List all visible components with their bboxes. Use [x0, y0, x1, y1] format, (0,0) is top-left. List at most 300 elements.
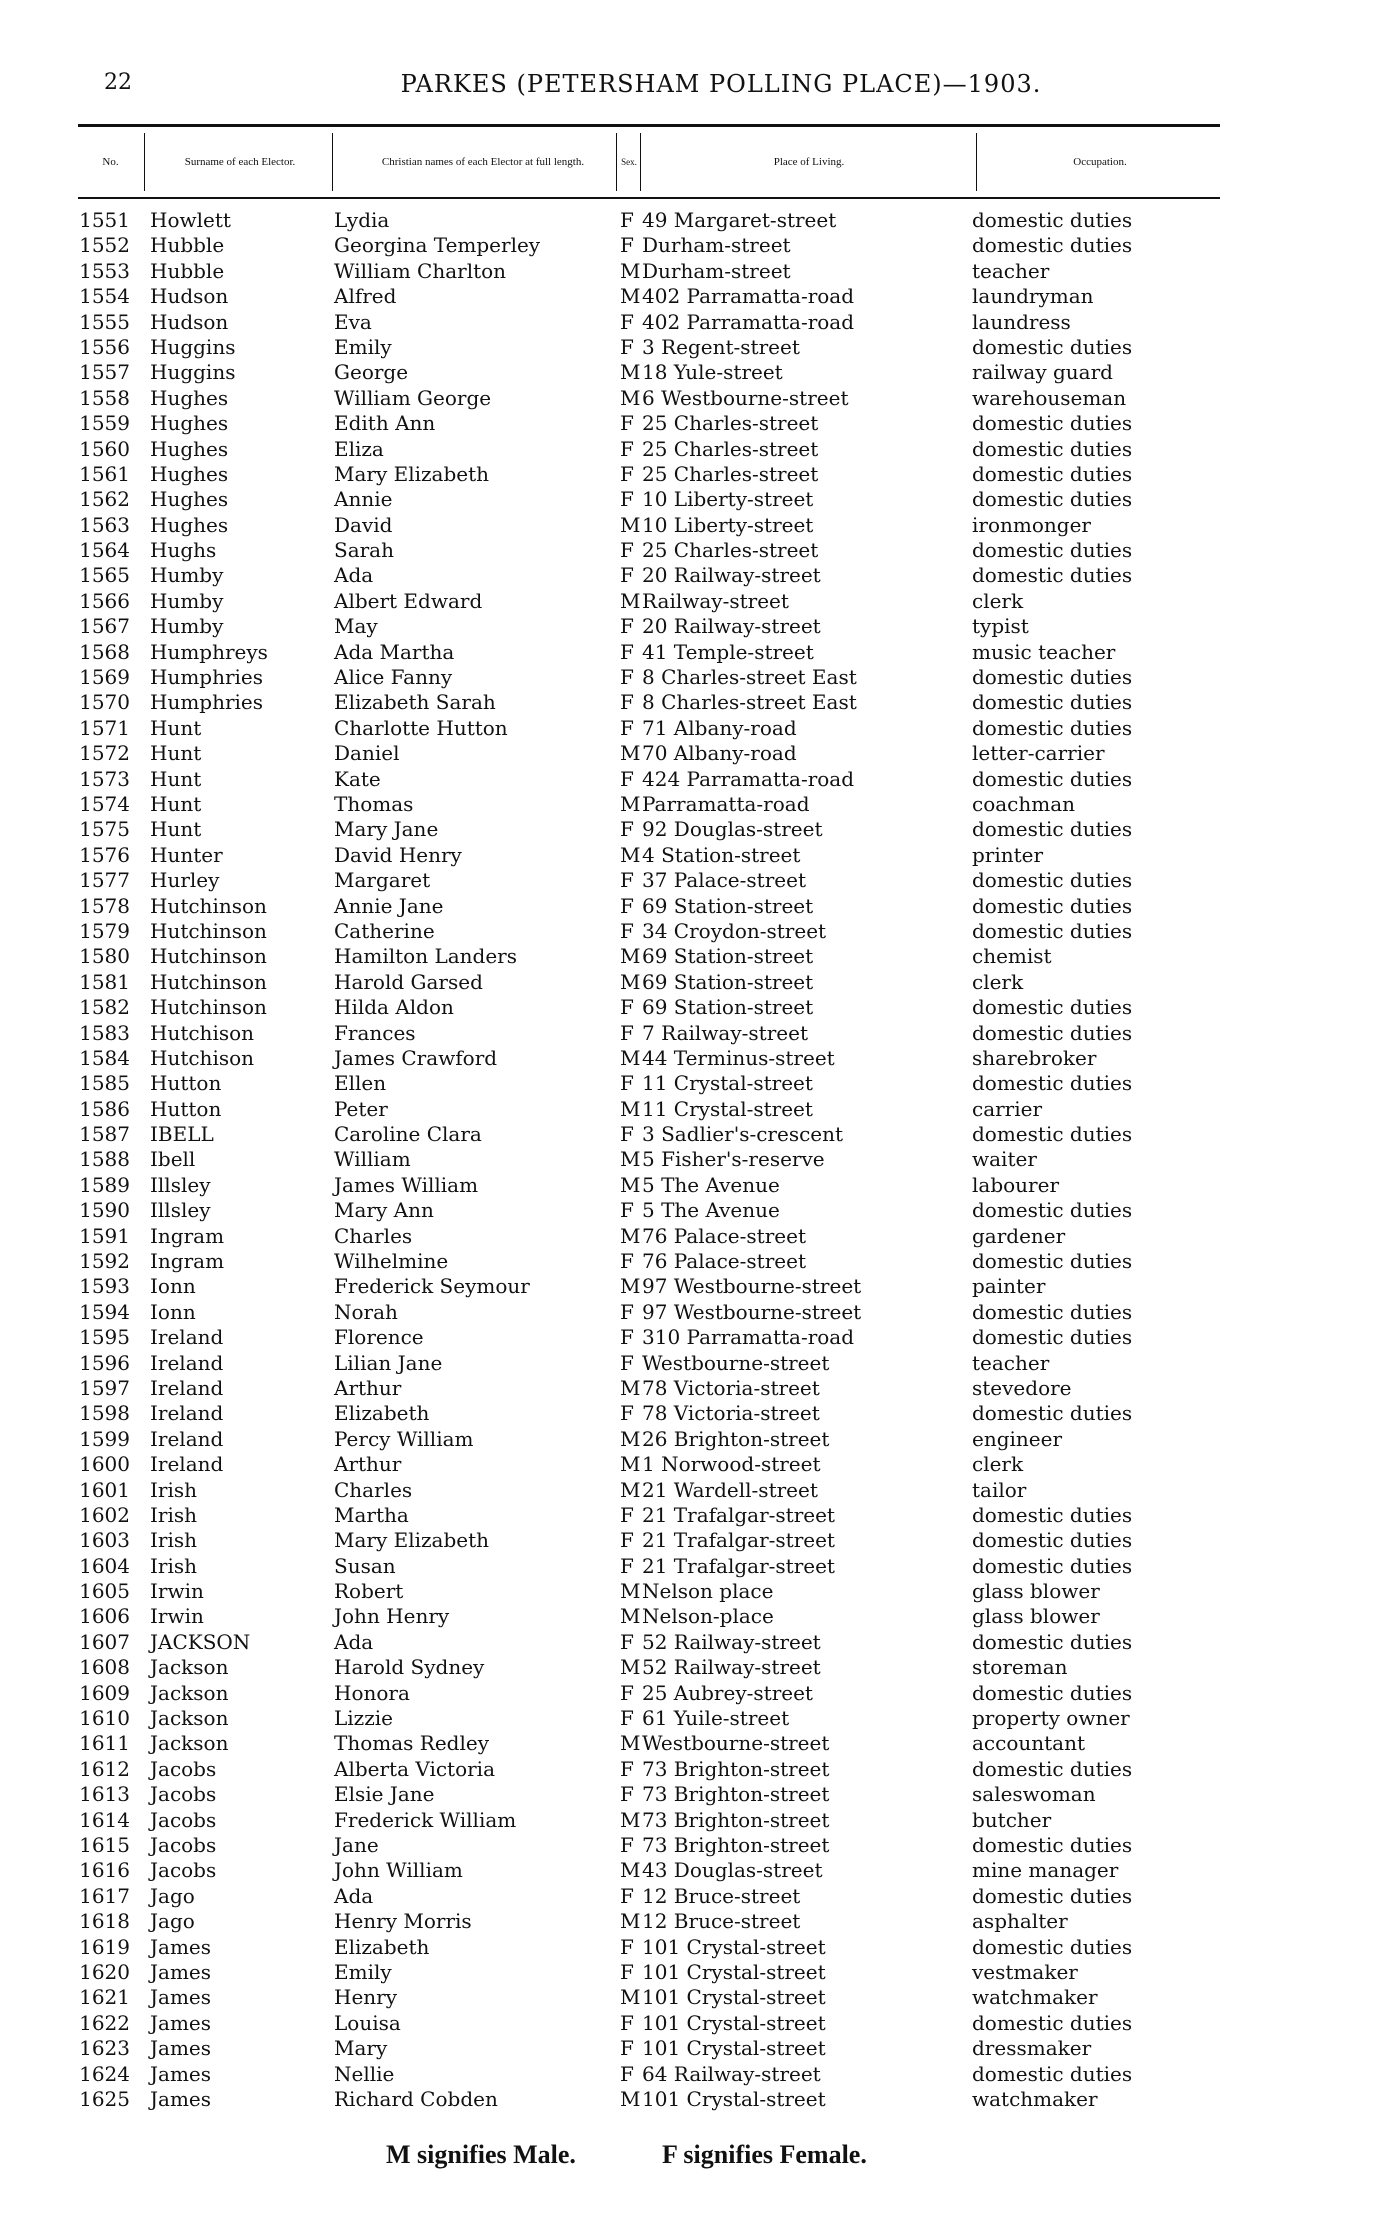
elector-surname: IBELL: [150, 1122, 214, 1147]
elector-christian-names: James William: [334, 1172, 479, 1197]
elector-occupation: printer: [972, 842, 1044, 867]
elector-number: 1622: [79, 2010, 130, 2035]
elector-occupation: waiter: [972, 1147, 1037, 1172]
elector-surname: Hubble: [150, 233, 225, 258]
elector-number: 1615: [79, 1833, 130, 1857]
elector-number: 1616: [79, 1858, 130, 1883]
elector-number: 1618: [79, 1909, 130, 1934]
elector-number: 1586: [79, 1096, 130, 1121]
elector-christian-names: Thomas: [334, 791, 414, 816]
elector-occupation: domestic duties: [972, 233, 1133, 258]
elector-place-of-living: 43 Douglas-street: [642, 1858, 823, 1883]
elector-sex: F: [620, 1122, 634, 1147]
header-divider: [332, 133, 333, 191]
elector-christian-names: David: [334, 512, 393, 537]
elector-place-of-living: Parramatta-road: [642, 791, 810, 816]
elector-row: [70, 386, 1270, 411]
elector-place-of-living: 92 Douglas-street: [642, 817, 823, 842]
elector-surname: Hunt: [150, 791, 202, 816]
elector-occupation: domestic duties: [972, 893, 1133, 918]
elector-surname: Huggins: [150, 360, 236, 385]
elector-sex: F: [620, 1756, 634, 1781]
elector-number: 1610: [79, 1706, 130, 1731]
elector-surname: Hudson: [150, 309, 229, 334]
elector-place-of-living: 69 Station-street: [642, 995, 814, 1020]
elector-place-of-living: 101 Crystal-street: [642, 1959, 826, 1984]
elector-sex: F: [620, 2010, 634, 2035]
elector-christian-names: Annie: [334, 487, 393, 512]
elector-christian-names: Margaret: [334, 868, 431, 893]
elector-number: 1560: [79, 436, 130, 461]
page-title: PARKES (PETERSHAM POLLING PLACE)—1903.: [400, 70, 1042, 98]
elector-surname: Jacobs: [150, 1807, 217, 1832]
elector-christian-names: William Charlton: [334, 258, 507, 283]
elector-number: 1552: [79, 233, 130, 258]
elector-surname: James: [150, 1985, 212, 2010]
elector-surname: Ireland: [150, 1350, 224, 1375]
elector-occupation: domestic duties: [972, 1401, 1133, 1426]
elector-christian-names: May: [334, 614, 378, 639]
elector-place-of-living: Durham-street: [642, 233, 791, 258]
elector-occupation: domestic duties: [972, 1020, 1133, 1045]
elector-occupation: chemist: [972, 944, 1052, 969]
elector-row: [70, 462, 1270, 487]
elector-surname: Jacobs: [150, 1756, 217, 1781]
elector-sex: M: [620, 360, 641, 385]
table-header: [78, 124, 1220, 199]
elector-christian-names: Daniel: [334, 741, 400, 766]
elector-number: 1623: [79, 2036, 130, 2061]
elector-place-of-living: 25 Charles-street: [642, 411, 819, 436]
elector-sex: F: [620, 1629, 634, 1654]
elector-number: 1556: [79, 334, 130, 359]
elector-sex: M: [620, 1858, 641, 1883]
elector-surname: Hutchison: [150, 1045, 255, 1070]
elector-sex: M: [620, 1045, 641, 1070]
elector-row: [70, 1808, 1270, 1833]
elector-christian-names: Catherine: [334, 918, 435, 943]
elector-surname: JACKSON: [150, 1629, 251, 1654]
elector-row: [70, 1351, 1270, 1376]
elector-place-of-living: 25 Charles-street: [642, 461, 819, 486]
elector-row: [70, 1554, 1270, 1579]
elector-surname: Huggins: [150, 334, 236, 359]
elector-number: 1566: [79, 588, 130, 613]
elector-christian-names: Mary Elizabeth: [334, 461, 490, 486]
elector-occupation: domestic duties: [972, 1249, 1133, 1274]
elector-place-of-living: 5 Fisher's-reserve: [642, 1147, 825, 1172]
elector-number: 1555: [79, 309, 130, 334]
header-divider: [616, 133, 617, 191]
elector-occupation: domestic duties: [972, 665, 1133, 690]
elector-place-of-living: 5 The Avenue: [642, 1172, 780, 1197]
elector-occupation: labourer: [972, 1172, 1060, 1197]
elector-place-of-living: 101 Crystal-street: [642, 2036, 826, 2061]
elector-row: [70, 487, 1270, 512]
elector-number: 1602: [79, 1502, 130, 1527]
elector-row: [70, 1706, 1270, 1731]
elector-place-of-living: 3 Sadlier's-crescent: [642, 1122, 844, 1147]
elector-number: 1583: [79, 1020, 130, 1045]
elector-surname: Jago: [150, 1909, 195, 1934]
elector-surname: Hunt: [150, 715, 202, 740]
elector-row: [70, 614, 1270, 639]
elector-number: 1621: [79, 1985, 130, 2010]
elector-place-of-living: 64 Railway-street: [642, 2061, 821, 2086]
elector-christian-names: Emily: [334, 334, 392, 359]
elector-occupation: watchmaker: [972, 2086, 1098, 2111]
elector-place-of-living: 52 Railway-street: [642, 1629, 821, 1654]
elector-place-of-living: 73 Brighton-street: [642, 1833, 830, 1857]
elector-occupation: domestic duties: [972, 411, 1133, 436]
elector-surname: Irish: [150, 1553, 198, 1578]
elector-row: [70, 1097, 1270, 1122]
elector-surname: Hunt: [150, 766, 202, 791]
elector-sex: F: [620, 665, 634, 690]
elector-surname: Jackson: [150, 1706, 229, 1731]
elector-place-of-living: 18 Yule-street: [642, 360, 783, 385]
elector-christian-names: Harold Sydney: [334, 1655, 485, 1680]
elector-christian-names: George: [334, 360, 409, 385]
elector-number: 1557: [79, 360, 130, 385]
elector-sex: M: [620, 842, 641, 867]
elector-row: [70, 284, 1270, 309]
elector-christian-names: Eliza: [334, 436, 384, 461]
elector-surname: Ireland: [150, 1452, 224, 1477]
elector-number: 1577: [79, 868, 130, 893]
elector-christian-names: Kate: [334, 766, 381, 791]
elector-place-of-living: 12 Bruce-street: [642, 1883, 801, 1908]
elector-sex: M: [620, 1909, 641, 1934]
elector-row: [70, 1274, 1270, 1299]
elector-sex: M: [620, 969, 641, 994]
elector-number: 1576: [79, 842, 130, 867]
elector-place-of-living: 402 Parramatta-road: [642, 284, 855, 309]
elector-surname: Hunt: [150, 741, 202, 766]
elector-occupation: clerk: [972, 969, 1024, 994]
elector-occupation: teacher: [972, 1350, 1050, 1375]
elector-surname: Humby: [150, 614, 224, 639]
elector-place-of-living: 76 Palace-street: [642, 1249, 806, 1274]
legend-male: M signifies Male.: [386, 2140, 576, 2169]
elector-occupation: domestic duties: [972, 2061, 1133, 2086]
header-no: No.: [102, 155, 119, 168]
elector-occupation: domestic duties: [972, 1325, 1133, 1350]
elector-row: [70, 919, 1270, 944]
elector-place-of-living: 78 Victoria-street: [642, 1401, 820, 1426]
elector-row: [70, 1478, 1270, 1503]
elector-surname: Hughes: [150, 385, 229, 410]
elector-christian-names: Georgina Temperley: [334, 233, 541, 258]
elector-row: [70, 259, 1270, 284]
elector-row: [70, 1198, 1270, 1223]
elector-place-of-living: 21 Wardell-street: [642, 1477, 818, 1502]
elector-place-of-living: 12 Bruce-street: [642, 1909, 801, 1934]
elector-row: [70, 817, 1270, 842]
elector-surname: Jacobs: [150, 1858, 217, 1883]
elector-christian-names: Lizzie: [334, 1706, 393, 1731]
elector-place-of-living: 402 Parramatta-road: [642, 309, 855, 334]
elector-sex: F: [620, 1553, 634, 1578]
elector-sex: M: [620, 741, 641, 766]
elector-number: 1559: [79, 411, 130, 436]
elector-surname: Ionn: [150, 1299, 196, 1324]
elector-number: 1571: [79, 715, 130, 740]
elector-surname: Irish: [150, 1528, 198, 1553]
elector-christian-names: Alfred: [334, 284, 397, 309]
elector-surname: Hughes: [150, 461, 229, 486]
elector-place-of-living: 73 Brighton-street: [642, 1807, 830, 1832]
elector-sex: M: [620, 944, 641, 969]
elector-christian-names: William George: [334, 385, 492, 410]
elector-row: [70, 2011, 1270, 2036]
elector-christian-names: James Crawford: [334, 1045, 498, 1070]
elector-place-of-living: 49 Margaret-street: [642, 208, 837, 232]
elector-christian-names: Frances: [334, 1020, 416, 1045]
elector-sex: F: [620, 995, 634, 1020]
elector-surname: Hudson: [150, 284, 229, 309]
elector-occupation: domestic duties: [972, 334, 1133, 359]
elector-occupation: warehouseman: [972, 385, 1127, 410]
elector-sex: F: [620, 1959, 634, 1984]
elector-sex: F: [620, 639, 634, 664]
elector-occupation: domestic duties: [972, 817, 1133, 842]
elector-row: [70, 741, 1270, 766]
elector-occupation: domestic duties: [972, 538, 1133, 563]
elector-surname: Humby: [150, 588, 224, 613]
elector-sex: F: [620, 1401, 634, 1426]
elector-number: 1573: [79, 766, 130, 791]
elector-row: [70, 1021, 1270, 1046]
elector-christian-names: Caroline Clara: [334, 1122, 482, 1147]
elector-occupation: gardener: [972, 1223, 1066, 1248]
elector-occupation: teacher: [972, 258, 1050, 283]
elector-occupation: domestic duties: [972, 1528, 1133, 1553]
elector-sex: F: [620, 1706, 634, 1731]
elector-occupation: domestic duties: [972, 1883, 1133, 1908]
elector-surname: Hutton: [150, 1096, 222, 1121]
elector-occupation: domestic duties: [972, 2010, 1133, 2035]
elector-place-of-living: 101 Crystal-street: [642, 2086, 826, 2111]
elector-place-of-living: 11 Crystal-street: [642, 1071, 813, 1096]
elector-row: [70, 1249, 1270, 1274]
elector-place-of-living: 26 Brighton-street: [642, 1426, 830, 1451]
elector-number: 1588: [79, 1147, 130, 1172]
elector-row: [70, 1757, 1270, 1782]
elector-row: [70, 1528, 1270, 1553]
elector-christian-names: Ellen: [334, 1071, 387, 1096]
elector-place-of-living: 97 Westbourne-street: [642, 1274, 862, 1299]
elector-number: 1569: [79, 665, 130, 690]
elector-christian-names: Peter: [334, 1096, 388, 1121]
elector-sex: F: [620, 1198, 634, 1223]
elector-row: [70, 1427, 1270, 1452]
elector-christian-names: Ada: [334, 1883, 374, 1908]
elector-occupation: domestic duties: [972, 436, 1133, 461]
elector-row: [70, 1731, 1270, 1756]
elector-sex: F: [620, 1071, 634, 1096]
elector-christian-names: Thomas Redley: [334, 1731, 489, 1756]
elector-surname: Ireland: [150, 1325, 224, 1350]
elector-place-of-living: 21 Trafalgar-street: [642, 1553, 835, 1578]
elector-number: 1595: [79, 1325, 130, 1350]
elector-surname: Hughes: [150, 436, 229, 461]
elector-number: 1574: [79, 791, 130, 816]
elector-occupation: typist: [972, 614, 1029, 639]
elector-christian-names: Frederick William: [334, 1807, 517, 1832]
elector-sex: F: [620, 690, 634, 715]
elector-christian-names: John Henry: [334, 1604, 450, 1629]
elector-sex: F: [620, 563, 634, 588]
elector-sex: F: [620, 715, 634, 740]
elector-occupation: domestic duties: [972, 868, 1133, 893]
elector-christian-names: Florence: [334, 1325, 424, 1350]
elector-occupation: watchmaker: [972, 1985, 1098, 2010]
elector-number: 1580: [79, 944, 130, 969]
elector-sex: F: [620, 411, 634, 436]
elector-place-of-living: 8 Charles-street East: [642, 690, 857, 715]
elector-sex: M: [620, 512, 641, 537]
elector-sex: F: [620, 893, 634, 918]
elector-place-of-living: 78 Victoria-street: [642, 1375, 820, 1400]
elector-christian-names: Arthur: [334, 1452, 402, 1477]
elector-surname: Hutton: [150, 1071, 222, 1096]
elector-occupation: domestic duties: [972, 1756, 1133, 1781]
elector-christian-names: Albert Edward: [334, 588, 483, 613]
elector-place-of-living: Westbourne-street: [642, 1731, 830, 1756]
elector-christian-names: Charlotte Hutton: [334, 715, 508, 740]
elector-row: [70, 1681, 1270, 1706]
elector-surname: Hutchinson: [150, 918, 267, 943]
elector-place-of-living: 1 Norwood-street: [642, 1452, 821, 1477]
elector-sex: F: [620, 1782, 634, 1807]
elector-row: [70, 2062, 1270, 2087]
elector-occupation: domestic duties: [972, 1680, 1133, 1705]
elector-christian-names: Mary: [334, 2036, 388, 2061]
elector-surname: Hughes: [150, 411, 229, 436]
elector-number: 1613: [79, 1782, 130, 1807]
elector-surname: Jackson: [150, 1680, 229, 1705]
elector-sex: M: [620, 385, 641, 410]
elector-christian-names: Henry: [334, 1985, 398, 2010]
elector-sex: M: [620, 1452, 641, 1477]
elector-sex: F: [620, 868, 634, 893]
elector-row: [70, 1503, 1270, 1528]
elector-surname: Humphreys: [150, 639, 268, 664]
elector-christian-names: Wilhelmine: [334, 1249, 449, 1274]
elector-surname: James: [150, 2010, 212, 2035]
elector-christian-names: Henry Morris: [334, 1909, 472, 1934]
elector-number: 1565: [79, 563, 130, 588]
elector-row: [70, 2087, 1270, 2112]
elector-sex: M: [620, 1477, 641, 1502]
elector-row: [70, 1935, 1270, 1960]
elector-place-of-living: Nelson place: [642, 1579, 774, 1604]
elector-surname: Hutchinson: [150, 893, 267, 918]
elector-surname: Jackson: [150, 1655, 229, 1680]
elector-row: [70, 894, 1270, 919]
elector-row: [70, 1579, 1270, 1604]
elector-sex: F: [620, 208, 634, 232]
elector-surname: Jacobs: [150, 1833, 217, 1857]
elector-christian-names: Elizabeth Sarah: [334, 690, 496, 715]
elector-occupation: domestic duties: [972, 1198, 1133, 1223]
elector-sex: M: [620, 1375, 641, 1400]
elector-row: [70, 1985, 1270, 2010]
elector-surname: James: [150, 1934, 212, 1959]
elector-christian-names: Edith Ann: [334, 411, 436, 436]
elector-surname: Jago: [150, 1883, 195, 1908]
elector-number: 1570: [79, 690, 130, 715]
elector-row: [70, 868, 1270, 893]
elector-occupation: glass blower: [972, 1604, 1100, 1629]
elector-number: 1567: [79, 614, 130, 639]
elector-occupation: vestmaker: [972, 1959, 1078, 1984]
elector-christian-names: Norah: [334, 1299, 398, 1324]
legend-female: F signifies Female.: [662, 2140, 867, 2169]
elector-surname: James: [150, 2061, 212, 2086]
elector-surname: Hutchinson: [150, 944, 267, 969]
elector-sex: M: [620, 1985, 641, 2010]
elector-christian-names: Robert: [334, 1579, 404, 1604]
elector-occupation: domestic duties: [972, 461, 1133, 486]
elector-christian-names: Nellie: [334, 2061, 395, 2086]
header-place: Place of Living.: [773, 155, 845, 168]
elector-place-of-living: 69 Station-street: [642, 969, 814, 994]
elector-christian-names: Louisa: [334, 2010, 401, 2035]
elector-surname: James: [150, 2036, 212, 2061]
elector-surname: Hutchison: [150, 1020, 255, 1045]
elector-row: [70, 792, 1270, 817]
elector-place-of-living: 73 Brighton-street: [642, 1782, 830, 1807]
elector-place-of-living: 20 Railway-street: [642, 614, 821, 639]
elector-christian-names: Lilian Jane: [334, 1350, 443, 1375]
elector-number: 1596: [79, 1350, 130, 1375]
elector-number: 1607: [79, 1629, 130, 1654]
elector-occupation: domestic duties: [972, 563, 1133, 588]
elector-occupation: domestic duties: [972, 1833, 1133, 1857]
elector-row: [70, 640, 1270, 665]
elector-row: [70, 1960, 1270, 1985]
elector-christian-names: Charles: [334, 1223, 413, 1248]
elector-surname: Ingram: [150, 1223, 225, 1248]
elector-row: [70, 1376, 1270, 1401]
elector-sex: F: [620, 461, 634, 486]
elector-place-of-living: 21 Trafalgar-street: [642, 1502, 835, 1527]
elector-row: [70, 1909, 1270, 1934]
elector-sex: F: [620, 334, 634, 359]
elector-row: [70, 944, 1270, 969]
elector-sex: F: [620, 436, 634, 461]
elector-place-of-living: 10 Liberty-street: [642, 487, 814, 512]
elector-row: [70, 665, 1270, 690]
elector-row: [70, 1300, 1270, 1325]
elector-place-of-living: 69 Station-street: [642, 893, 814, 918]
elector-surname: Illsley: [150, 1198, 211, 1223]
header-sex: Sex.: [621, 156, 637, 167]
elector-surname: Irish: [150, 1502, 198, 1527]
elector-christian-names: Jane: [334, 1833, 379, 1857]
elector-row: [70, 690, 1270, 715]
elector-number: 1625: [79, 2086, 130, 2111]
elector-row: [70, 411, 1270, 436]
elector-surname: Illsley: [150, 1172, 211, 1197]
elector-place-of-living: Durham-street: [642, 258, 791, 283]
elector-sex: F: [620, 817, 634, 842]
elector-number: 1553: [79, 258, 130, 283]
elector-occupation: domestic duties: [972, 995, 1133, 1020]
elector-surname: Ireland: [150, 1426, 224, 1451]
